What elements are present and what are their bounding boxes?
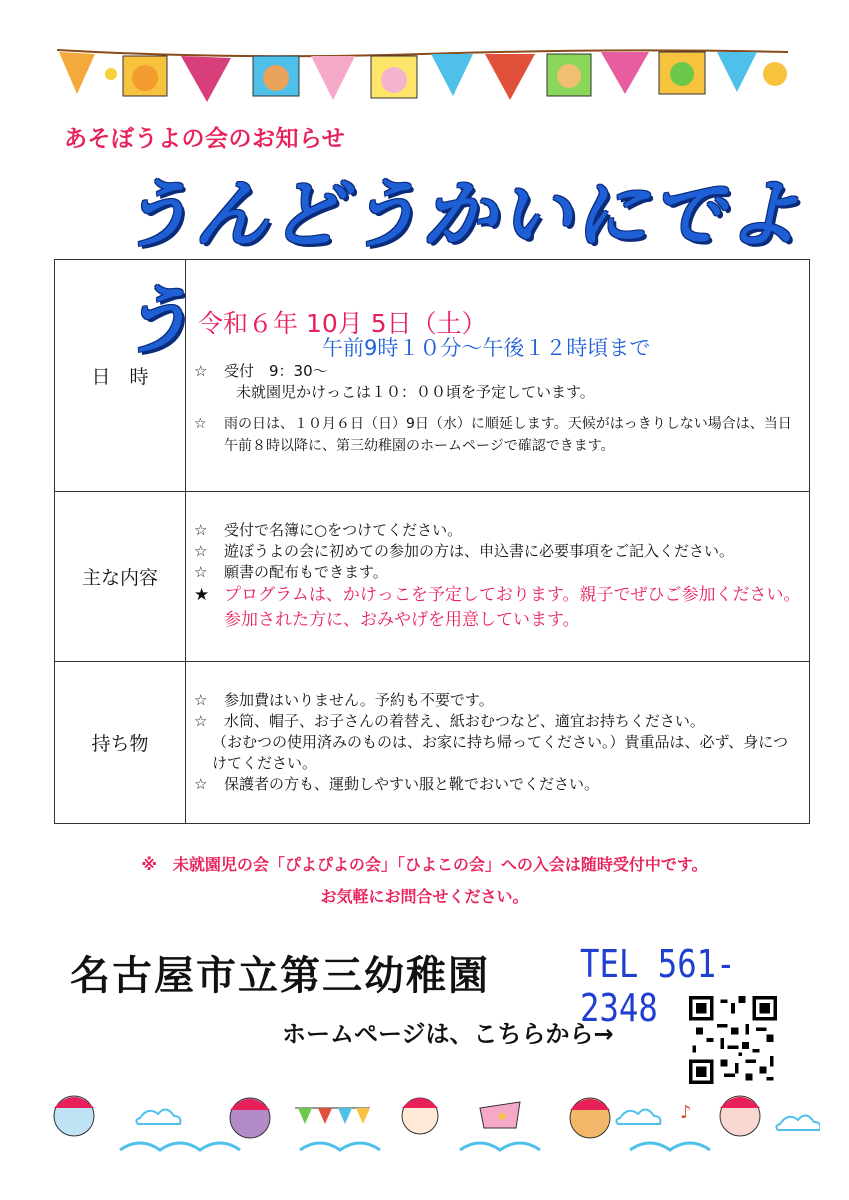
flag-icon <box>480 1102 520 1128</box>
flag-4 <box>431 54 473 96</box>
program-highlight-text: プログラムは、かけっこを予定しております。親子でぜひご参加ください。参加された方に、おみやげを用意しています。 <box>224 585 801 630</box>
table-row-schedule <box>55 260 810 492</box>
running-child-icon <box>402 1098 438 1134</box>
content-item-text: 受付で名簿に○をつけてください。 <box>224 521 463 539</box>
list-item <box>194 541 801 562</box>
qr-code[interactable] <box>689 996 777 1084</box>
star-icon: ☆ <box>194 775 208 793</box>
black-star-icon: ★ <box>194 585 210 605</box>
belongings-body <box>186 662 810 824</box>
content-body <box>186 492 810 662</box>
diaper-note: （おむつの使用済みのものは、お家に持ち帰ってください。）貴重品は、必ず、身につけてください。 <box>212 733 789 772</box>
content-item-text: 願書の配布もできます。 <box>224 563 388 581</box>
enrollment-notice: ※ 未就園児の会「ぴよぴよの会」「ひよこの会」への入会は随時受付中です。 <box>141 855 708 874</box>
flag-2 <box>181 56 231 102</box>
homepage-text: ホームページは、こちらから→ <box>282 1020 614 1048</box>
notice-subtitle: あそぼうよの会のお知らせ <box>64 126 346 152</box>
race-time-note: 未就園児かけっこは１０：００頃を予定しています。 <box>236 382 595 401</box>
flag-5 <box>485 54 535 100</box>
content-item-text: 遊ぼうよの会に初めての参加の方は、申込書に必要事項をご記入ください。 <box>224 542 735 560</box>
table-row-belongings <box>55 662 810 824</box>
bunting-small-icon <box>295 1108 370 1124</box>
star-icon: ☆ <box>194 542 208 560</box>
rain-note: 雨の日は、１０月６日（日）9日（水）に順延します。天候がはっきりしない場合は、当日午前８時以降に、第三幼稚園のホームページで確認できます。 <box>224 415 792 454</box>
content-label: 主な内容 <box>55 492 186 662</box>
star-icon: ☆ <box>194 691 208 709</box>
phone-number: TEL 561-2348 <box>580 942 736 1030</box>
inquiry-notice: お気軽にお問合せください。 <box>320 887 529 906</box>
flag-1 <box>59 52 117 94</box>
cloud-icon <box>616 1109 660 1124</box>
flag-3 <box>311 56 355 100</box>
flag-animal-dog <box>253 56 299 96</box>
flag-animal-dog2 <box>547 54 591 96</box>
flag-animal-cat <box>123 56 167 96</box>
svg-text:★: ★ <box>496 1109 509 1125</box>
running-bear-icon <box>570 1098 610 1138</box>
info-table <box>54 259 810 824</box>
star-icon: ☆ <box>194 563 208 581</box>
flag-7 <box>717 52 787 92</box>
program-highlight <box>194 583 801 633</box>
event-time: 午前9時１０分～午後１２時頃まで <box>322 335 651 360</box>
star-icon: ☆ <box>194 415 207 432</box>
footer-illustration <box>40 1088 820 1168</box>
belongings-item-text: 参加費はいりません。予約も不要です。 <box>224 691 494 709</box>
star-icon: ☆ <box>194 361 208 380</box>
list-item <box>194 774 801 795</box>
music-note-icon <box>680 1102 692 1123</box>
cloud-icon <box>776 1115 820 1130</box>
list-item <box>194 690 801 711</box>
star-icon: ☆ <box>194 521 208 539</box>
table-row-content <box>55 492 810 662</box>
bunting-decoration <box>55 42 790 112</box>
svg-text:♪: ♪ <box>680 1102 692 1123</box>
flag-6 <box>601 52 649 94</box>
event-date: 令和６年 10月 5日（土） <box>198 308 487 338</box>
reception-time: 受付 9：30～ <box>224 361 328 380</box>
list-item <box>194 520 801 541</box>
running-pig-icon <box>720 1096 760 1136</box>
school-name: 名古屋市立第三幼稚園 <box>70 953 490 999</box>
flag-animal-frog <box>659 52 705 94</box>
running-elephant-icon <box>54 1096 94 1136</box>
running-hippo-icon <box>230 1098 270 1138</box>
page-title: うんどうかいにでよう <box>118 172 802 364</box>
cloud-icon <box>136 1109 180 1124</box>
belongings-item-text: 保護者の方も、運動しやすい服と靴でおいでください。 <box>224 775 600 793</box>
flag-animal-rabbit <box>371 56 417 98</box>
schedule-body <box>186 260 810 492</box>
belongings-item-text: 水筒、帽子、お子さんの着替え、紙おむつなど、適宜お持ちください。 <box>224 712 705 730</box>
star-icon: ☆ <box>194 712 208 730</box>
list-item <box>194 562 801 583</box>
list-item <box>194 711 801 732</box>
belongings-label: 持ち物 <box>55 662 186 824</box>
schedule-label: 日 時 <box>55 260 186 492</box>
